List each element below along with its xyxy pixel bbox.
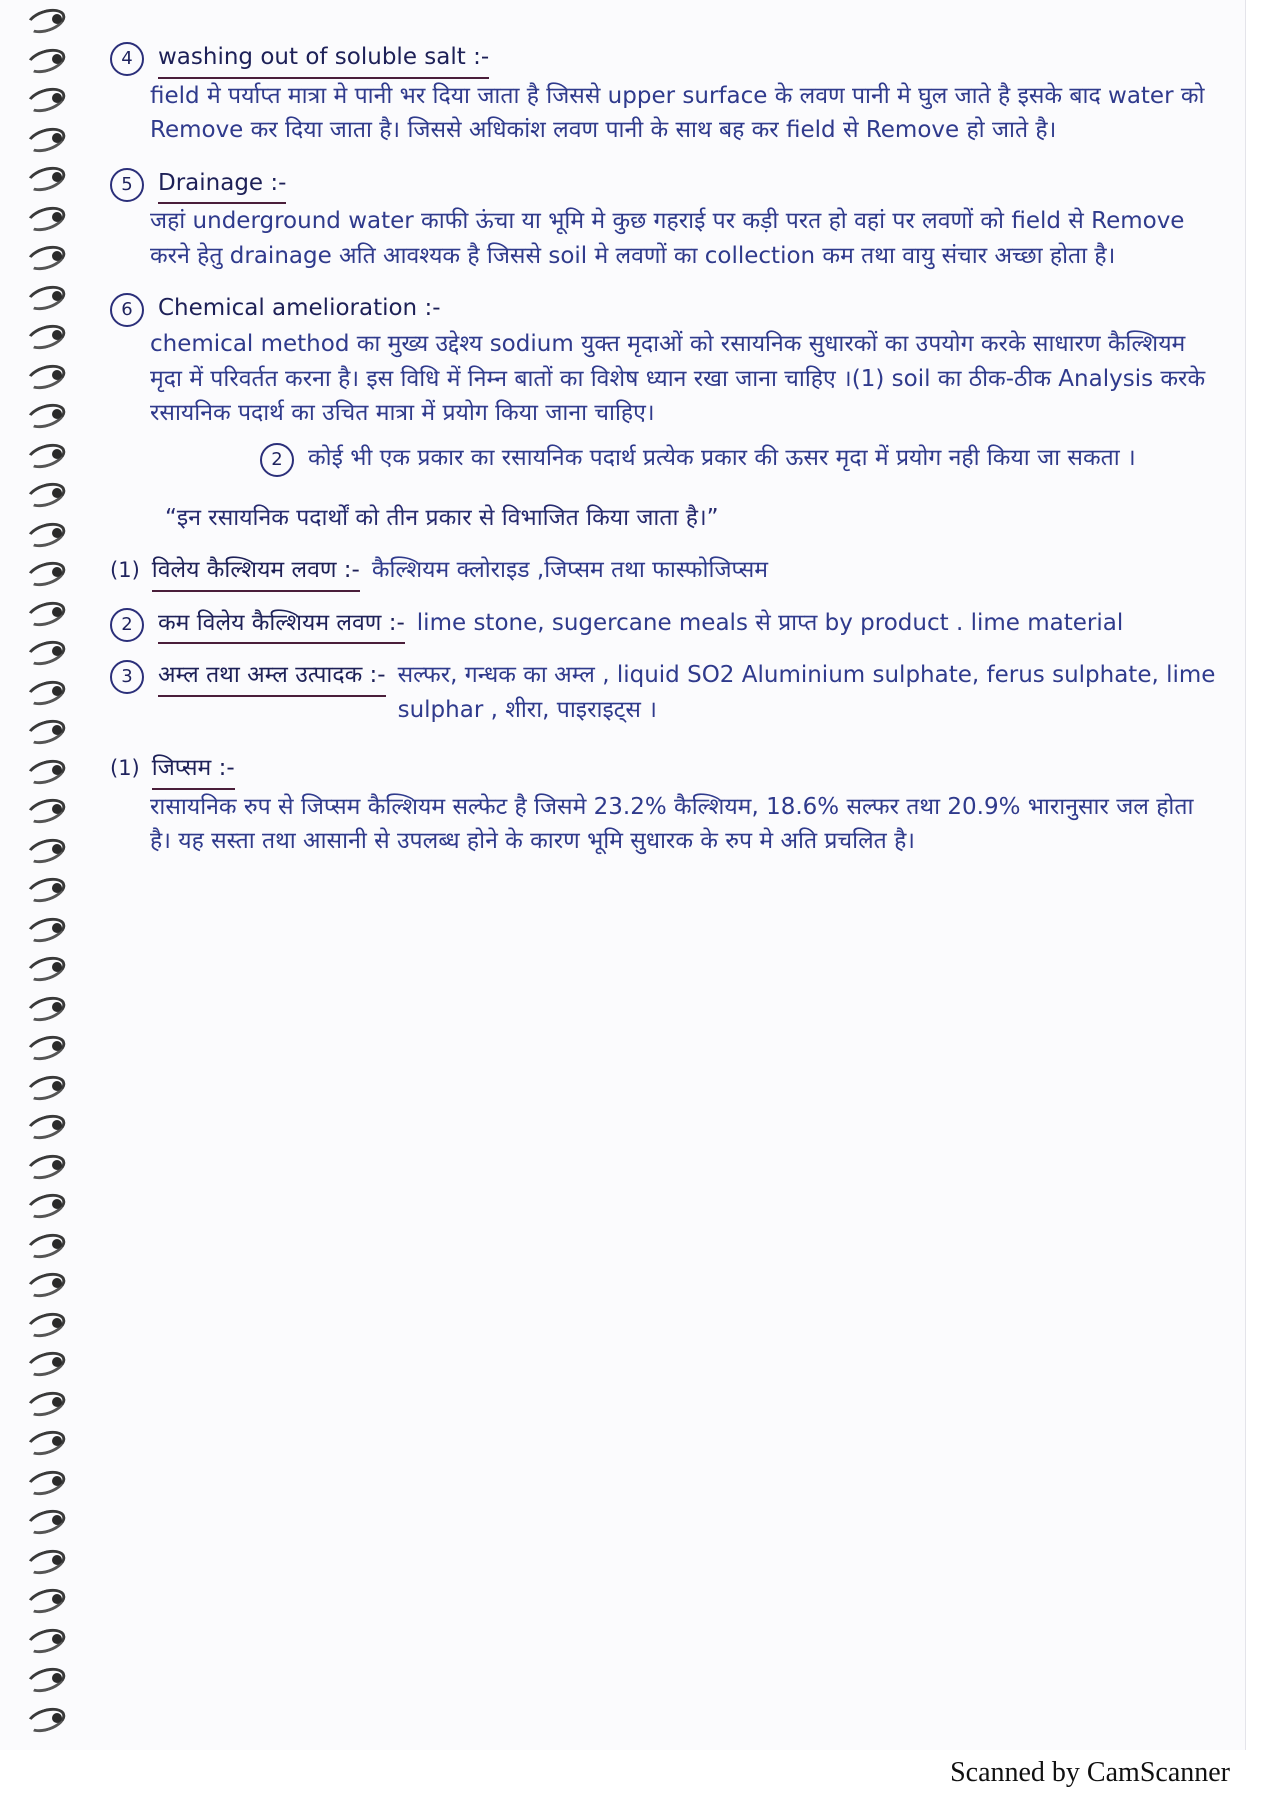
point-text: कोई भी एक प्रकार का रसायनिक पदार्थ प्रत्येक प्रकार की ऊसर मृदा में प्रयोग नही किया जा सकता । <box>308 444 1136 471</box>
category-title: विलेय कैल्शियम लवण :- <box>152 553 360 592</box>
spiral-ring <box>22 206 66 228</box>
spiral-ring <box>22 1430 66 1452</box>
spiral-ring <box>22 561 66 583</box>
gypsum-number: (1) <box>110 756 140 780</box>
category-3 <box>110 658 1220 727</box>
spiral-ring <box>22 1667 66 1689</box>
gypsum-text: रासायनिक रुप से जिप्सम कैल्शियम सल्फेट है जिसमे 23.2% कैल्शियम, 18.6% सल्फर तथा 20.9% भारानुसार जल होता है। यह सस्ता तथा आसानी से उपलब्ध होने के कारण भूमि सुधारक के रुप मे अति प्रचलित है। <box>150 793 1194 854</box>
category-number: 2 <box>110 608 144 642</box>
spiral-ring <box>22 1075 66 1097</box>
gypsum-title: जिप्सम :- <box>152 751 235 790</box>
spiral-ring <box>22 956 66 978</box>
section-drainage <box>110 166 1220 274</box>
spiral-ring <box>22 601 66 623</box>
spiral-ring <box>22 877 66 899</box>
section-title: washing out of soluble salt :- <box>158 40 489 79</box>
spiral-ring <box>22 482 66 504</box>
category-number: 3 <box>110 660 144 694</box>
section-number: 5 <box>110 168 144 202</box>
point-2 <box>110 441 1220 477</box>
section-washing <box>110 40 1220 148</box>
spiral-ring <box>22 443 66 465</box>
spiral-ring <box>22 1114 66 1136</box>
classification-quote: “इन रसायनिक पदार्थों को तीन प्रकार से विभाजित किया जाता है।” <box>165 504 719 531</box>
spiral-ring <box>22 364 66 386</box>
gypsum-section <box>110 751 1220 859</box>
section-number: 6 <box>110 293 144 327</box>
spiral-ring <box>22 127 66 149</box>
spiral-ring <box>22 403 66 425</box>
spiral-ring <box>22 1035 66 1057</box>
spiral-ring <box>22 1193 66 1215</box>
spiral-ring <box>22 838 66 860</box>
spiral-ring <box>22 48 66 70</box>
category-title: कम विलेय कैल्शियम लवण :- <box>158 606 405 645</box>
spiral-binding <box>22 0 82 1760</box>
spiral-ring <box>22 1509 66 1531</box>
spiral-ring <box>22 1272 66 1294</box>
spiral-ring <box>22 1707 66 1729</box>
category-text: कैल्शियम क्लोराइड ,जिप्सम तथा फास्फोजिप्सम <box>371 557 769 583</box>
page-content <box>110 40 1220 871</box>
category-title: अम्ल तथा अम्ल उत्पादक :- <box>158 658 386 697</box>
section-text: जहां underground water काफी ऊंचा या भूमि मे कुछ गहराई पर कड़ी परत हो वहां पर लवणों को field से Remove करने हेतु drainage अति आवश्यक है जिससे soil मे लवणों का collection कम तथा वायु संचार अच्छा होता है। <box>150 208 1185 269</box>
spiral-ring <box>22 285 66 307</box>
spiral-ring <box>22 1391 66 1413</box>
category-1 <box>110 553 1220 592</box>
scanner-watermark: Scanned by CamScanner <box>950 1757 1230 1788</box>
spiral-ring <box>22 1233 66 1255</box>
section-text: chemical method का मुख्य उद्देश्य sodium युक्त मृदाओं को रसायनिक सुधारकों का उपयोग करके साधारण कैल्शियम मृदा में परिवर्तत करना है। इस विधि में निम्न बातों का विशेष ध्यान रखा जाना चाहिए ।(1) soil का ठीक-ठीक Analysis करके रसायनिक पदार्थ का उचित मात्रा में प्रयोग किया जाना चाहिए। <box>150 331 1206 426</box>
spiral-ring <box>22 719 66 741</box>
section-title: Chemical amelioration :- <box>158 295 441 321</box>
section-text: field मे पर्याप्त मात्रा मे पानी भर दिया जाता है जिससे upper surface के लवण पानी मे घुल जाते है इसके बाद water को Remove कर दिया जाता है। जिससे अधिकांश लवण पानी के साथ बह कर field से Remove हो जाते है। <box>150 82 1205 143</box>
category-number: (1) <box>110 558 140 582</box>
spiral-ring <box>22 1351 66 1373</box>
category-text: lime stone, sugercane meals से प्राप्त by product . lime material <box>416 609 1124 636</box>
spiral-ring <box>22 1154 66 1176</box>
category-2 <box>110 606 1220 645</box>
spiral-ring <box>22 680 66 702</box>
spiral-ring <box>22 759 66 781</box>
spiral-ring <box>22 1470 66 1492</box>
spiral-ring <box>22 166 66 188</box>
category-text: सल्फर, गन्धक का अम्ल , liquid SO2 Aluminium sulphate, ferus sulphate, lime sulphar , शीरा, पाइराइट्स । <box>397 662 1216 723</box>
spiral-ring <box>22 324 66 346</box>
spiral-ring <box>22 245 66 267</box>
section-title: Drainage :- <box>158 166 286 205</box>
section-chemical <box>110 291 1220 477</box>
spiral-ring <box>22 640 66 662</box>
spiral-ring <box>22 996 66 1018</box>
spiral-ring <box>22 8 66 30</box>
spiral-ring <box>22 917 66 939</box>
spiral-ring <box>22 1549 66 1571</box>
point-number: 2 <box>260 443 294 477</box>
spiral-ring <box>22 1588 66 1610</box>
spiral-ring <box>22 1628 66 1650</box>
spiral-ring <box>22 522 66 544</box>
spiral-ring <box>22 798 66 820</box>
spiral-ring <box>22 1312 66 1334</box>
spiral-ring <box>22 87 66 109</box>
section-number: 4 <box>110 42 144 76</box>
